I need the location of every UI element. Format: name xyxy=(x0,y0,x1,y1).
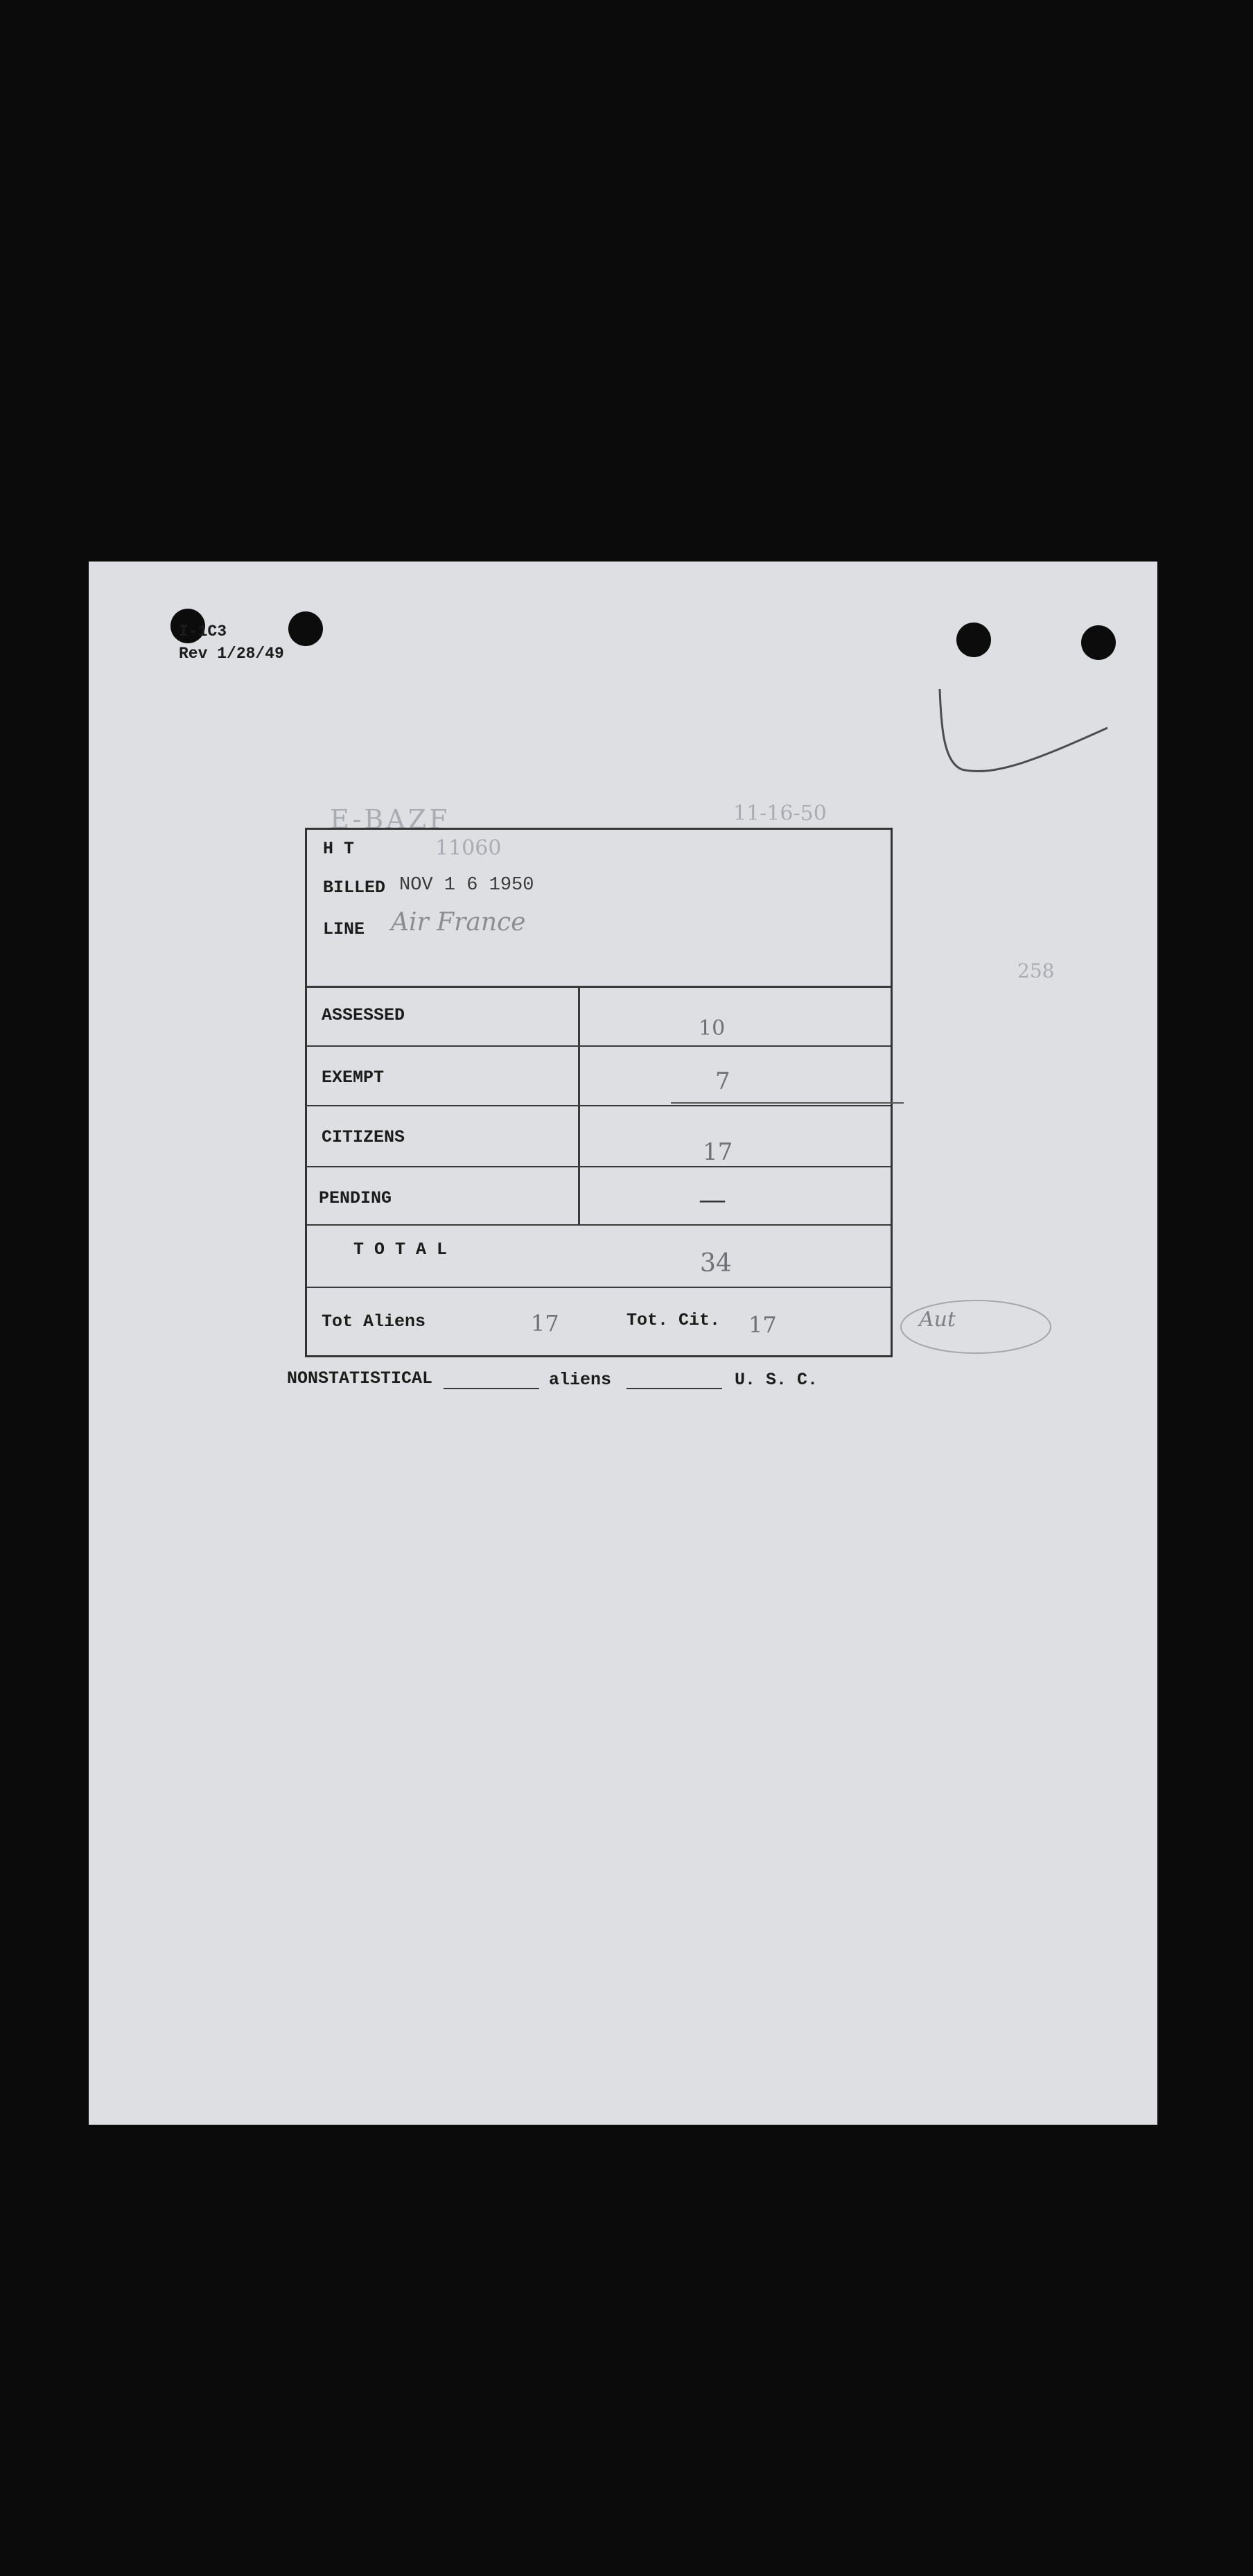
billed-label: BILLED xyxy=(323,878,386,898)
row-label-exempt: EXEMPT xyxy=(322,1068,385,1088)
divider xyxy=(307,1287,891,1288)
form-revision: Rev 1/28/49 xyxy=(179,645,284,663)
total-label: T O T A L xyxy=(353,1239,448,1260)
row-value-pending: — xyxy=(699,1184,726,1216)
tot-cit-label: Tot. Cit. xyxy=(626,1310,721,1330)
handwritten-date: 11-16-50 xyxy=(733,801,827,826)
row-label-citizens: CITIZENS xyxy=(322,1127,405,1147)
row-value-citizens: 17 xyxy=(703,1138,733,1166)
column-divider xyxy=(578,987,580,1224)
aliens-label: aliens xyxy=(549,1370,612,1390)
billing-card xyxy=(305,828,893,1357)
margin-note: Aut xyxy=(919,1307,956,1332)
punch-hole xyxy=(956,623,991,657)
ht-label: H T xyxy=(323,839,355,859)
form-number: I-1C3 xyxy=(179,623,227,641)
line-label: LINE xyxy=(323,919,365,939)
tick-line xyxy=(671,1102,904,1104)
total-value: 34 xyxy=(700,1249,732,1278)
pen-stroke-mark xyxy=(934,686,1114,783)
tot-aliens-value: 17 xyxy=(531,1310,559,1337)
line-value: Air France xyxy=(391,908,526,937)
divider xyxy=(307,1224,891,1226)
side-number: 258 xyxy=(1017,959,1055,982)
billed-stamp: NOV 1 6 1950 xyxy=(399,875,534,896)
row-value-exempt: 7 xyxy=(715,1068,730,1095)
divider xyxy=(307,986,891,988)
document-page xyxy=(89,562,1157,2125)
stamped-code: E-BAZF xyxy=(330,804,450,835)
row-label-pending: PENDING xyxy=(319,1188,392,1208)
row-value-assessed: 10 xyxy=(699,1016,726,1041)
divider xyxy=(307,1105,891,1106)
row-label-assessed: ASSESSED xyxy=(322,1005,405,1025)
punch-hole xyxy=(288,611,323,646)
punch-hole xyxy=(1081,625,1116,660)
tot-aliens-label: Tot Aliens xyxy=(322,1312,426,1332)
divider xyxy=(307,1045,891,1047)
ht-value: 11060 xyxy=(435,836,502,860)
nonstatistical-label: NONSTATISTICAL xyxy=(287,1368,433,1389)
margin-note-loop xyxy=(893,1289,1059,1366)
aliens-blank xyxy=(626,1388,722,1389)
usc-label: U. S. C. xyxy=(735,1370,818,1390)
nonstatistical-blank xyxy=(444,1388,539,1389)
divider xyxy=(307,1166,891,1167)
tot-cit-value: 17 xyxy=(748,1312,777,1338)
